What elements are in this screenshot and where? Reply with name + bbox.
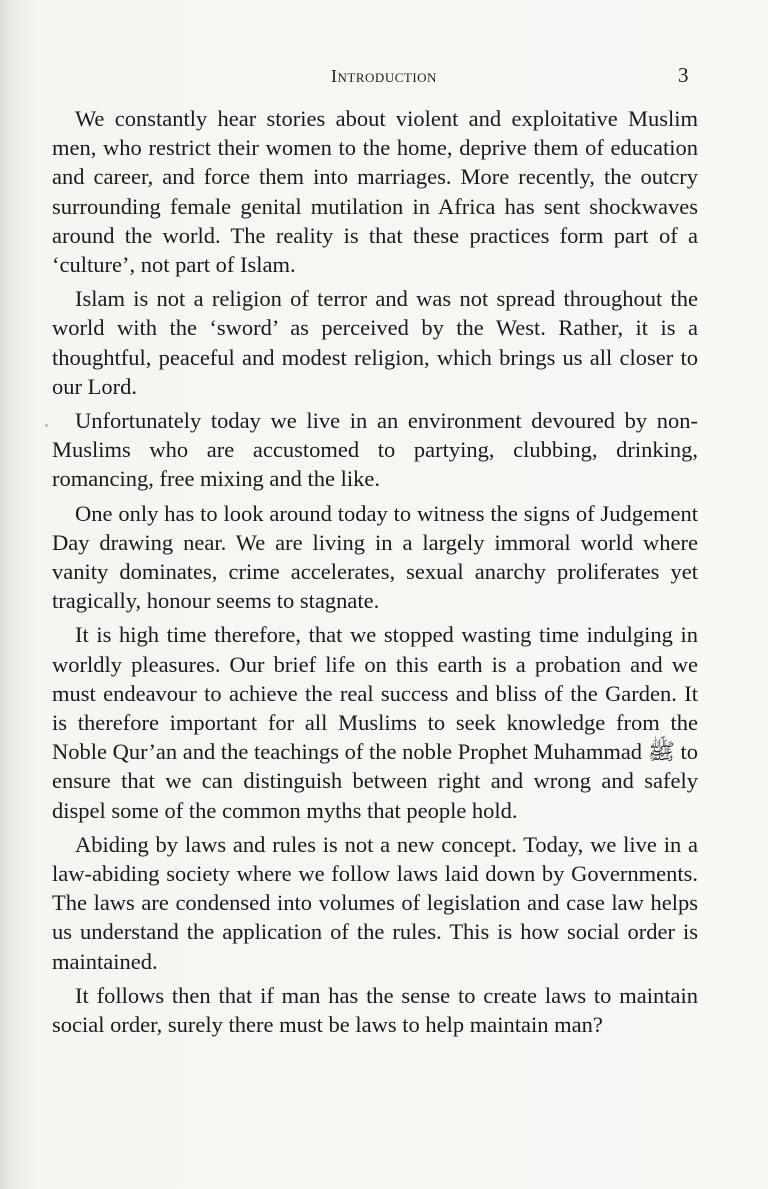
paragraph-3: Unfortunately today we live in an environment devoured by non-Muslims who are accustomed to partying, clubbing, drinking, romancing, free mixing and the like. <box>52 408 698 492</box>
scan-speck <box>45 424 48 427</box>
paragraph-2: Islam is not a religion of terror and was not spread throughout the world with the ‘sword’ as perceived by the West. Rather, it is a thoughtful, peaceful and modest religion, which brings us all closer to our Lord. <box>52 286 698 399</box>
paragraph-5: It is high time therefore, that we stopped wasting time indulging in worldly pleasures. Our brief life on this earth is a probation and we must endeavour to achieve the real success and bliss of the Garden. It is therefore important for all Muslims to seek knowledge from the Noble Qur’an and the teachings of the noble Prophet Muhammad ﷺ to ensure that we can distinguish between right and wrong and safely dispel some of the common myths that people hold. <box>52 622 699 823</box>
running-head <box>0 63 768 91</box>
page-number: 3 <box>678 63 689 87</box>
paragraph-4: One only has to look around today to witness the signs of Judgement Day drawing near. We are living in a largely immoral world where vanity dominates, crime accelerates, sexual anarchy proliferates yet tragically, honour seems to stagnate. <box>52 500 698 614</box>
paragraph-1: We constantly hear stories about violent and exploitative Muslim men, who restrict their women to the home, deprive them of education and career, and force them into marriages. More recently, the outcry surrounding female genital mutilation in Africa has sent shockwaves around the world. The reality is that these practices form part of a ‘culture’, not part of Islam. <box>52 106 698 278</box>
paragraph-6: Abiding by laws and rules is not a new concept. Today, we live in a law-abiding society where we follow laws laid down by Governments. The laws are condensed into volumes of legislation and case law helps us understand the application of the rules. This is how social order is maintained. <box>52 831 698 974</box>
running-title: Introduction <box>331 66 437 86</box>
body-text <box>52 104 698 1044</box>
paragraph-7: It follows then that if man has the sense to create laws to maintain social order, surely there must be laws to help maintain man? <box>52 982 698 1038</box>
